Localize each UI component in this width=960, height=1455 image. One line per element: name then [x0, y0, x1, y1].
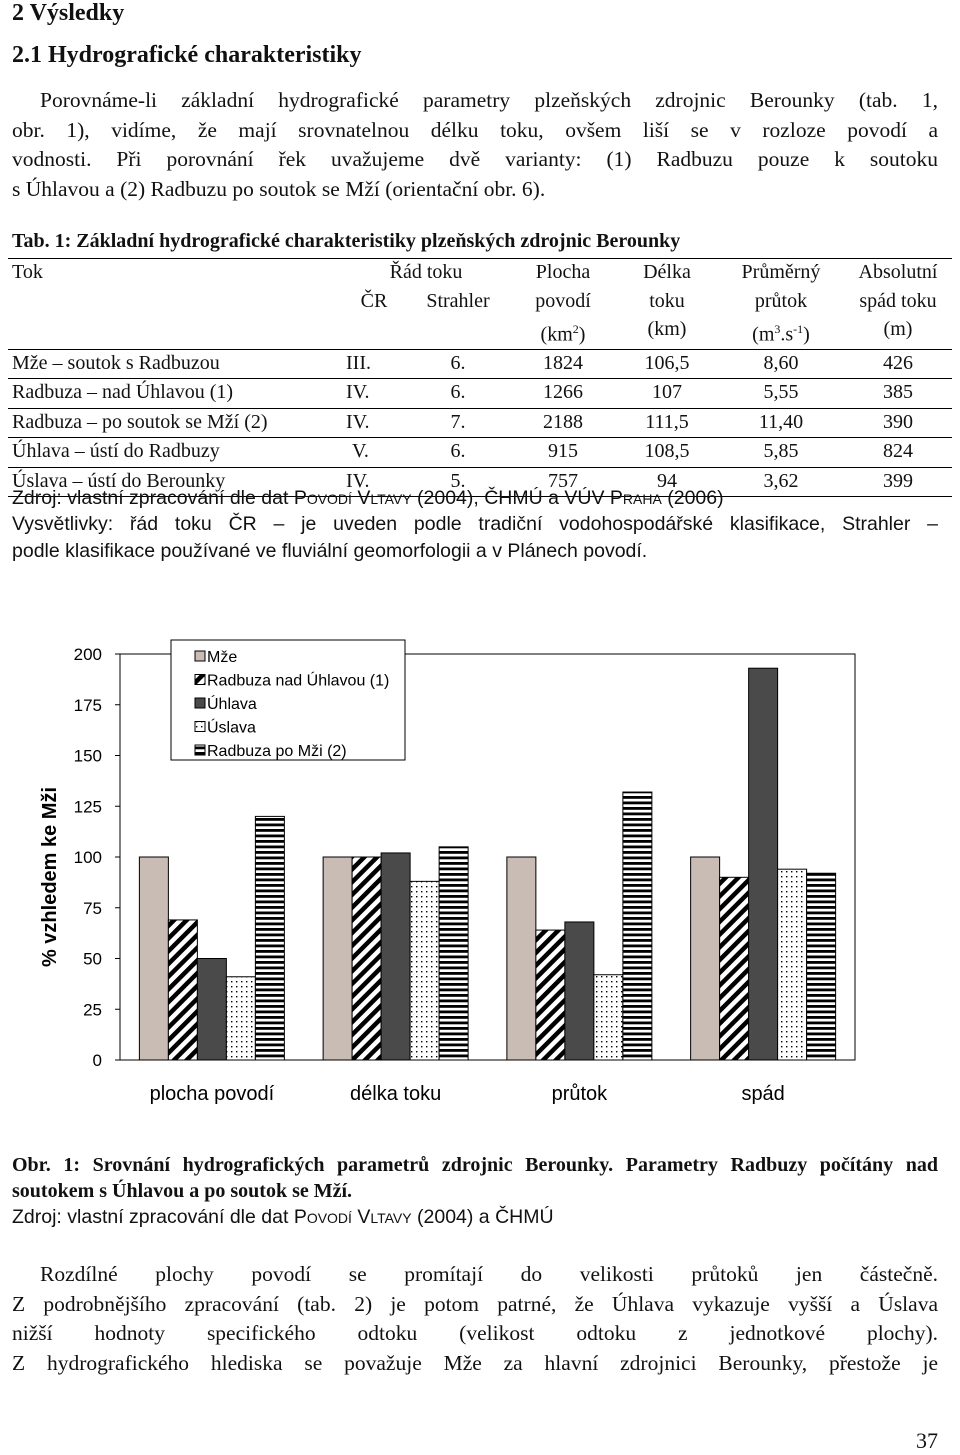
figure-caption: Obr. 1: Srovnání hydrografických parametrů zdrojnic Berounky. Parametry Radbuzy počítány nad soutokem s Úhlavou a po soutok se Mží. [12, 1154, 938, 1202]
cell-delka: 108,5 [616, 438, 718, 468]
bar [691, 857, 720, 1060]
cell-tok: Radbuza – nad Úhlavou (1) [8, 379, 342, 409]
bar [381, 853, 410, 1060]
cell-cr: IV. [342, 467, 406, 497]
section-heading: 2 Výsledky [12, 0, 125, 26]
x-category-label: délka toku [350, 1083, 442, 1105]
table-explanation: Vysvětlivky: řád toku ČR – je uveden podle tradiční vodohospodářské klasifikace, Strahler – podle klasifikace používané ve fluviální geomorfologii a v Plánech povodí. [12, 513, 938, 562]
y-tick-label: 200 [73, 645, 102, 664]
cell-strahler: 6. [406, 438, 510, 468]
header-prutok-2: průtok [754, 289, 808, 312]
header-spad-2: spád toku [859, 289, 937, 312]
legend-label: Radbuza nad Úhlavou (1) [207, 672, 390, 690]
bar [197, 959, 226, 1061]
cell-prutok: 8,60 [718, 349, 844, 379]
header-spad: Absolutní [844, 259, 952, 288]
cell-strahler: 6. [406, 379, 510, 409]
cell-cr: IV. [342, 408, 406, 438]
cell-plocha: 2188 [510, 408, 616, 438]
table-header-row [8, 316, 952, 349]
cell-tok: Radbuza – po soutok se Mží (2) [8, 408, 342, 438]
outro-line: Rozdílné plochy povodí se promítají do velikosti průtoků jen částečně. [40, 1262, 938, 1286]
cell-cr: V. [342, 438, 406, 468]
bar [168, 920, 197, 1060]
table-caption: Tab. 1: Základní hydrografické charakteristiky plzeňských zdrojnic Berounky [12, 230, 681, 252]
cell-plocha: 757 [510, 467, 616, 497]
x-category-label: průtok [551, 1083, 608, 1105]
table-source: Zdroj: vlastní zpracování dle dat Povodí Vltavy (2004), ČHMÚ a VÚV Praha (2006) [12, 487, 724, 509]
x-category-label: plocha povodí [149, 1083, 275, 1105]
cell-strahler: 7. [406, 408, 510, 438]
intro-line: vodnosti. Při porovnání řek uvažujeme dvě varianty: (1) Radbuzu pouze k soutoku [12, 147, 938, 171]
table-row [8, 379, 952, 409]
cell-spad: 385 [844, 379, 952, 409]
bar [565, 922, 594, 1060]
outro-line: Z hydrografického hlediska se považuje Mže za hlavní zdrojnici Berounky, přestože je [12, 1350, 938, 1375]
header-plocha-2: povodí [535, 289, 591, 312]
header-plocha-unit: $(km^2)$ [540, 322, 586, 346]
cell-spad: 399 [844, 467, 952, 497]
bar [507, 857, 536, 1060]
cell-prutok: 5,85 [718, 438, 844, 468]
cell-prutok: 3,62 [718, 467, 844, 497]
cell-prutok: 5,55 [718, 379, 844, 409]
bar [255, 816, 284, 1060]
y-tick-label: 125 [73, 797, 102, 817]
y-tick-label: 175 [73, 695, 102, 715]
outro-paragraph [12, 1260, 938, 1378]
cell-strahler: 6. [406, 349, 510, 379]
y-tick-label: 25 [83, 1000, 102, 1020]
header-plocha: Plocha [510, 259, 616, 288]
bar [623, 792, 652, 1060]
bar [778, 869, 807, 1060]
legend-label: Úslava [207, 719, 256, 737]
bar [536, 930, 565, 1060]
bar [439, 847, 468, 1060]
cell-plocha: 1266 [510, 379, 616, 409]
bar-chart [0, 620, 960, 1140]
x-category-label: spád [741, 1083, 785, 1105]
bar [807, 873, 836, 1060]
header-strahler: Strahler [426, 289, 490, 312]
cell-plocha: 1824 [510, 349, 616, 379]
legend-swatch [195, 722, 205, 732]
bar [226, 977, 255, 1060]
y-axis-label: % vzhledem ke Mži [39, 786, 61, 968]
cell-tok: Úhlava – ústí do Radbuzy [8, 438, 342, 468]
header-tok: Tok [8, 259, 342, 288]
cell-spad: 426 [844, 349, 952, 379]
cell-cr: IV. [342, 379, 406, 409]
intro-line: Porovnáme-li základní hydrografické parametry plzeňských zdrojnic Berounky (tab. 1, [40, 88, 938, 112]
cell-tok: Úslava – ústí do Berounky [8, 467, 342, 497]
subsection-heading: 2.1 Hydrografické charakteristiky [12, 42, 362, 68]
header-delka-unit: (km) [647, 318, 687, 340]
bar [749, 668, 778, 1060]
y-tick-label: 150 [73, 746, 102, 766]
y-tick-label: 0 [92, 1051, 102, 1070]
cell-delka: 111,5 [616, 408, 718, 438]
cell-delka: 107 [616, 379, 718, 409]
bar [410, 881, 439, 1060]
cell-tok: Mže – soutok s Radbuzou [8, 349, 342, 379]
bar [323, 857, 352, 1060]
table-row [8, 349, 952, 379]
page-number: 37 [916, 1428, 938, 1453]
header-prutok: Průměrný [718, 259, 844, 288]
legend-swatch [195, 651, 205, 661]
header-delka: Délka [616, 259, 718, 288]
cell-prutok: 11,40 [718, 408, 844, 438]
intro-line: s Úhlavou a (2) Radbuzu po soutok se Mží (orientační obr. 6). [12, 176, 546, 201]
cell-spad: 824 [844, 438, 952, 468]
cell-plocha: 915 [510, 438, 616, 468]
cell-delka: 94 [616, 467, 718, 497]
legend-label: Úhlava [207, 696, 257, 713]
bar [720, 877, 749, 1060]
cell-spad: 390 [844, 408, 952, 438]
header-rad-toku: Řád toku [342, 259, 510, 288]
intro-paragraph [12, 86, 938, 204]
table-row [8, 438, 952, 468]
hydrography-table [8, 258, 952, 497]
y-tick-label: 100 [73, 848, 102, 867]
table-row [8, 408, 952, 438]
header-delka-2: toku [649, 289, 685, 312]
legend-label: Mže [207, 649, 238, 666]
legend-swatch [195, 698, 205, 708]
header-prutok-unit: $(m^3.s^{-1})$ [752, 322, 810, 346]
legend-label: Radbuza po Mži (2) [207, 743, 347, 760]
cell-delka: 106,5 [616, 349, 718, 379]
chart-legend [171, 640, 405, 760]
outro-line: Z podrobnějšího zpracování (tab. 2) je potom patrné, že Úhlava vykazuje vyšší a Úslava [12, 1291, 938, 1316]
intro-line: obr. 1), vidíme, že mají srovnatelnou délku toku, ovšem liší se v rozloze povodí a [12, 117, 938, 142]
outro-line: nižší hodnoty specifického odtoku (velikost odtoku z jednotkové plochy). [12, 1321, 938, 1345]
figure-source: Zdroj: vlastní zpracování dle dat Povodí Vltavy (2004) a ČHMÚ [12, 1206, 554, 1228]
bar [594, 975, 623, 1060]
y-tick-label: 50 [83, 949, 102, 969]
legend-swatch [195, 675, 205, 685]
table-header-row [8, 288, 952, 317]
cell-strahler: 5. [406, 467, 510, 497]
legend-swatch [195, 745, 205, 755]
header-cr: ČR [360, 289, 388, 312]
bar [352, 857, 381, 1060]
header-spad-unit: (m) [883, 318, 913, 340]
bar [139, 857, 168, 1060]
table-header-row [8, 259, 952, 288]
cell-cr: III. [342, 349, 406, 379]
y-tick-label: 75 [83, 898, 102, 918]
